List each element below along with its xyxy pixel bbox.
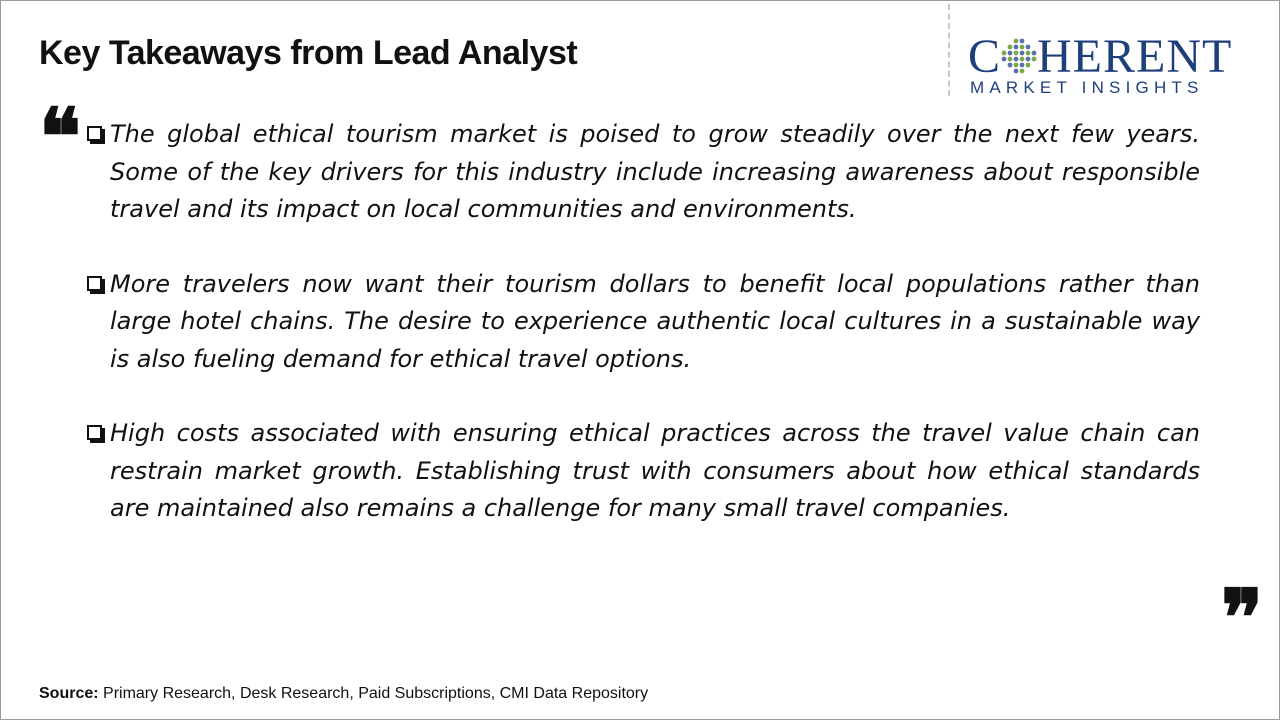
close-quote-icon: ❞ <box>1221 573 1263 664</box>
page-title: Key Takeaways from Lead Analyst <box>39 34 578 72</box>
logo-dot <box>1014 45 1019 50</box>
logo-dot <box>1026 51 1031 56</box>
logo-dot <box>1026 45 1031 50</box>
takeaway-text: More travelers now want their tourism dollars to benefit local populations rather than large hotel chains. The desire to experience authentic local cultures in a sustainable way is also fueling demand for ethical travel options. <box>110 269 1200 373</box>
logo-dot <box>1020 39 1025 44</box>
logo-dot <box>1014 63 1019 68</box>
logo-dot <box>1032 57 1037 62</box>
company-logo <box>968 30 1260 100</box>
logo-divider <box>948 4 950 96</box>
logo-dots-icon <box>1001 38 1037 74</box>
takeaway-text: The global ethical tourism market is poised to grow steadily over the next few years. Some of the key drivers for this industry include increasing awareness about responsible travel and its impact on local communities and environments. <box>110 120 1200 223</box>
checkbox-bullet-icon <box>87 425 102 440</box>
logo-word-end: HERENT <box>1037 30 1233 83</box>
logo-dot <box>1002 51 1007 56</box>
logo-dot <box>1020 51 1025 56</box>
logo-dot <box>1020 45 1025 50</box>
logo-dot <box>1014 39 1019 44</box>
logo-dot <box>1008 51 1013 56</box>
takeaways-list <box>87 116 1200 565</box>
logo-dot <box>1020 63 1025 68</box>
logo-dot <box>1020 57 1025 62</box>
list-item <box>87 415 1200 528</box>
logo-word-start: C <box>968 30 1002 83</box>
checkbox-bullet-icon <box>87 276 102 291</box>
checkbox-bullet-icon <box>87 126 102 141</box>
logo-dot <box>1032 51 1037 56</box>
takeaway-text: High costs associated with ensuring ethical practices across the travel value chain can restrain market growth. Establishing trust with consumers about how ethical standards are maintained also remains a challenge for many small travel companies. <box>110 419 1200 522</box>
logo-dot <box>1020 69 1025 74</box>
logo-dot <box>1026 63 1031 68</box>
logo-tagline: MARKET INSIGHTS <box>970 78 1204 97</box>
logo-dot <box>1008 57 1013 62</box>
logo-dot <box>1026 57 1031 62</box>
list-item <box>87 266 1200 379</box>
source-label: Source: <box>39 685 99 702</box>
logo-dot <box>1008 63 1013 68</box>
source-note <box>39 685 648 703</box>
list-item <box>87 116 1200 229</box>
logo-dot <box>1014 51 1019 56</box>
logo-dot <box>1014 69 1019 74</box>
logo-wordmark <box>968 30 1232 84</box>
logo-dot <box>1008 45 1013 50</box>
logo-dot <box>1002 57 1007 62</box>
source-text: Primary Research, Desk Research, Paid Subscriptions, CMI Data Repository <box>98 685 649 702</box>
logo-dot <box>1014 57 1019 62</box>
open-quote-icon: ❝ <box>39 92 81 183</box>
